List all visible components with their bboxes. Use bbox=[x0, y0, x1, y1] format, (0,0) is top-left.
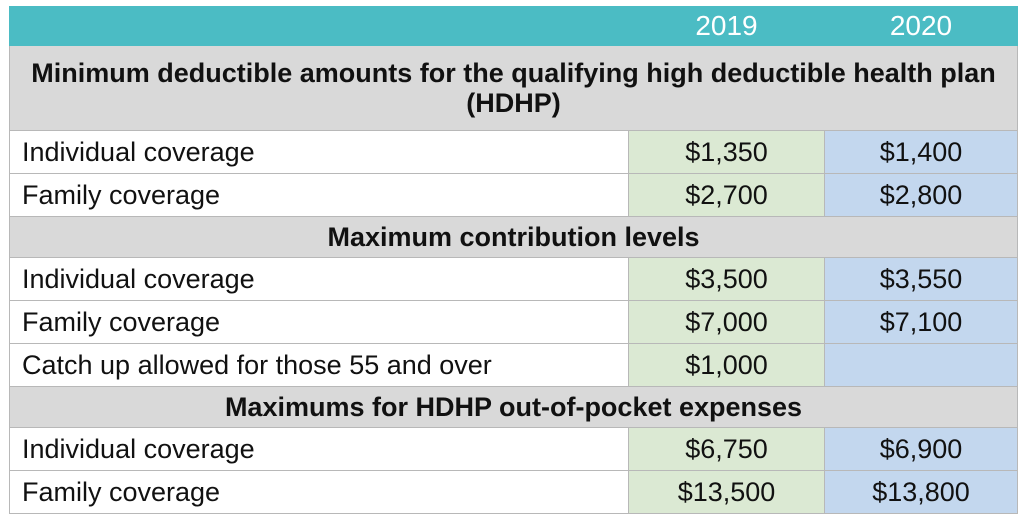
header-year-2019: 2019 bbox=[629, 7, 825, 46]
value-2019: $6,750 bbox=[629, 428, 825, 471]
row-label: Family coverage bbox=[10, 471, 629, 514]
section-header-min-deductible bbox=[10, 46, 1018, 131]
value-2020 bbox=[825, 344, 1018, 387]
value-2019: $1,350 bbox=[629, 131, 825, 174]
value-2019: $13,500 bbox=[629, 471, 825, 514]
value-2019: $1,000 bbox=[629, 344, 825, 387]
row-label: Family coverage bbox=[10, 301, 629, 344]
value-2020: $7,100 bbox=[825, 301, 1018, 344]
value-2020: $2,800 bbox=[825, 174, 1018, 217]
section-title: Minimum deductible amounts for the qualifying high deductible health plan (HDHP) bbox=[10, 46, 1018, 131]
table-row bbox=[10, 344, 1018, 387]
row-label: Catch up allowed for those 55 and over bbox=[10, 344, 629, 387]
value-2020: $13,800 bbox=[825, 471, 1018, 514]
row-label: Individual coverage bbox=[10, 428, 629, 471]
header-blank-cell bbox=[10, 7, 629, 46]
header-year-2020: 2020 bbox=[825, 7, 1018, 46]
row-label: Individual coverage bbox=[10, 131, 629, 174]
section-header-max-contribution bbox=[10, 217, 1018, 258]
section-header-max-out-of-pocket bbox=[10, 387, 1018, 428]
table-row bbox=[10, 301, 1018, 344]
row-label: Individual coverage bbox=[10, 258, 629, 301]
value-2019: $7,000 bbox=[629, 301, 825, 344]
value-2019: $3,500 bbox=[629, 258, 825, 301]
hsa-limits-table bbox=[9, 6, 1018, 514]
value-2019: $2,700 bbox=[629, 174, 825, 217]
table-row bbox=[10, 131, 1018, 174]
table-row bbox=[10, 258, 1018, 301]
table-row bbox=[10, 428, 1018, 471]
value-2020: $3,550 bbox=[825, 258, 1018, 301]
value-2020: $6,900 bbox=[825, 428, 1018, 471]
section-title: Maximums for HDHP out-of-pocket expenses bbox=[10, 387, 1018, 428]
table-row bbox=[10, 471, 1018, 514]
section-title: Maximum contribution levels bbox=[10, 217, 1018, 258]
table-row bbox=[10, 174, 1018, 217]
value-2020: $1,400 bbox=[825, 131, 1018, 174]
row-label: Family coverage bbox=[10, 174, 629, 217]
year-header-row bbox=[10, 7, 1018, 46]
